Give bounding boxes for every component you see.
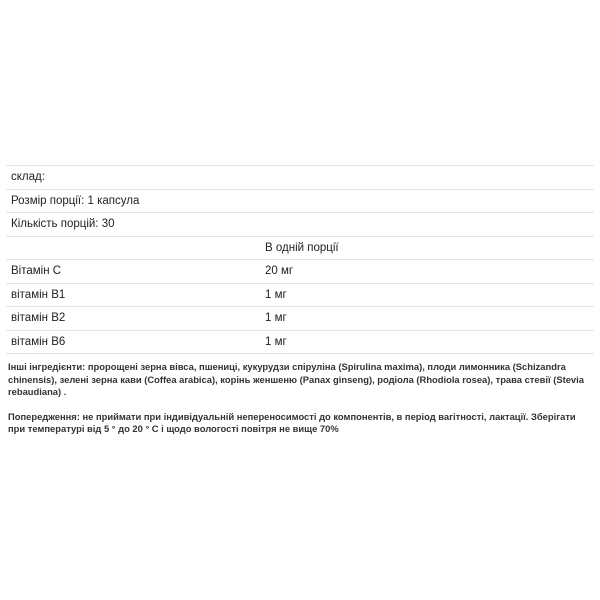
table-header-row: [6, 237, 594, 261]
servings-count-row: [6, 213, 594, 237]
nutrient-amount: 20 мг: [265, 265, 294, 278]
other-ingredients: Інші інгредієнти: пророщені зерна вівса, пшениці, кукурудзи спіруліна (Spirulina maxima), плоди лимонника (Schizandra chinensis), зелені зерна кави (Coffea arabica), корінь женшеню (Panax ginseng), родіола (Rhodiola rosea), трава стевії (Stevia rebaudiana) .: [8, 361, 584, 398]
table-row: [6, 260, 594, 284]
serving-size-row: [6, 190, 594, 214]
composition-heading-row: [6, 166, 594, 190]
table-row: [6, 284, 594, 308]
servings-count: Кількість порцій: 30: [11, 218, 115, 231]
serving-size: Розмір порції: 1 капсула: [11, 194, 140, 207]
supplement-facts: [6, 165, 594, 448]
composition-table: [6, 165, 594, 354]
nutrient-name: Вітамін С: [11, 265, 62, 278]
nutrient-amount: 1 мг: [265, 335, 287, 348]
composition-heading: склад:: [11, 171, 45, 184]
nutrient-name: вітамін В2: [11, 312, 66, 325]
nutrient-name: вітамін В1: [11, 288, 66, 301]
table-row: [6, 307, 594, 331]
table-row: [6, 331, 594, 355]
nutrient-amount: 1 мг: [265, 312, 287, 325]
warning-text: Попередження: не приймати при індивідуальній непереносимості до компонентів, в період вагітності, лактації. Зберігати при температурі від 5 ° до 20 ° С і щодо вологості повітря не вище 70%: [8, 410, 576, 435]
nutrient-name: вітамін В6: [11, 335, 66, 348]
notes-section: [6, 354, 594, 436]
nutrient-amount: 1 мг: [265, 288, 287, 301]
per-serving-column-header: В одній порції: [265, 241, 339, 254]
